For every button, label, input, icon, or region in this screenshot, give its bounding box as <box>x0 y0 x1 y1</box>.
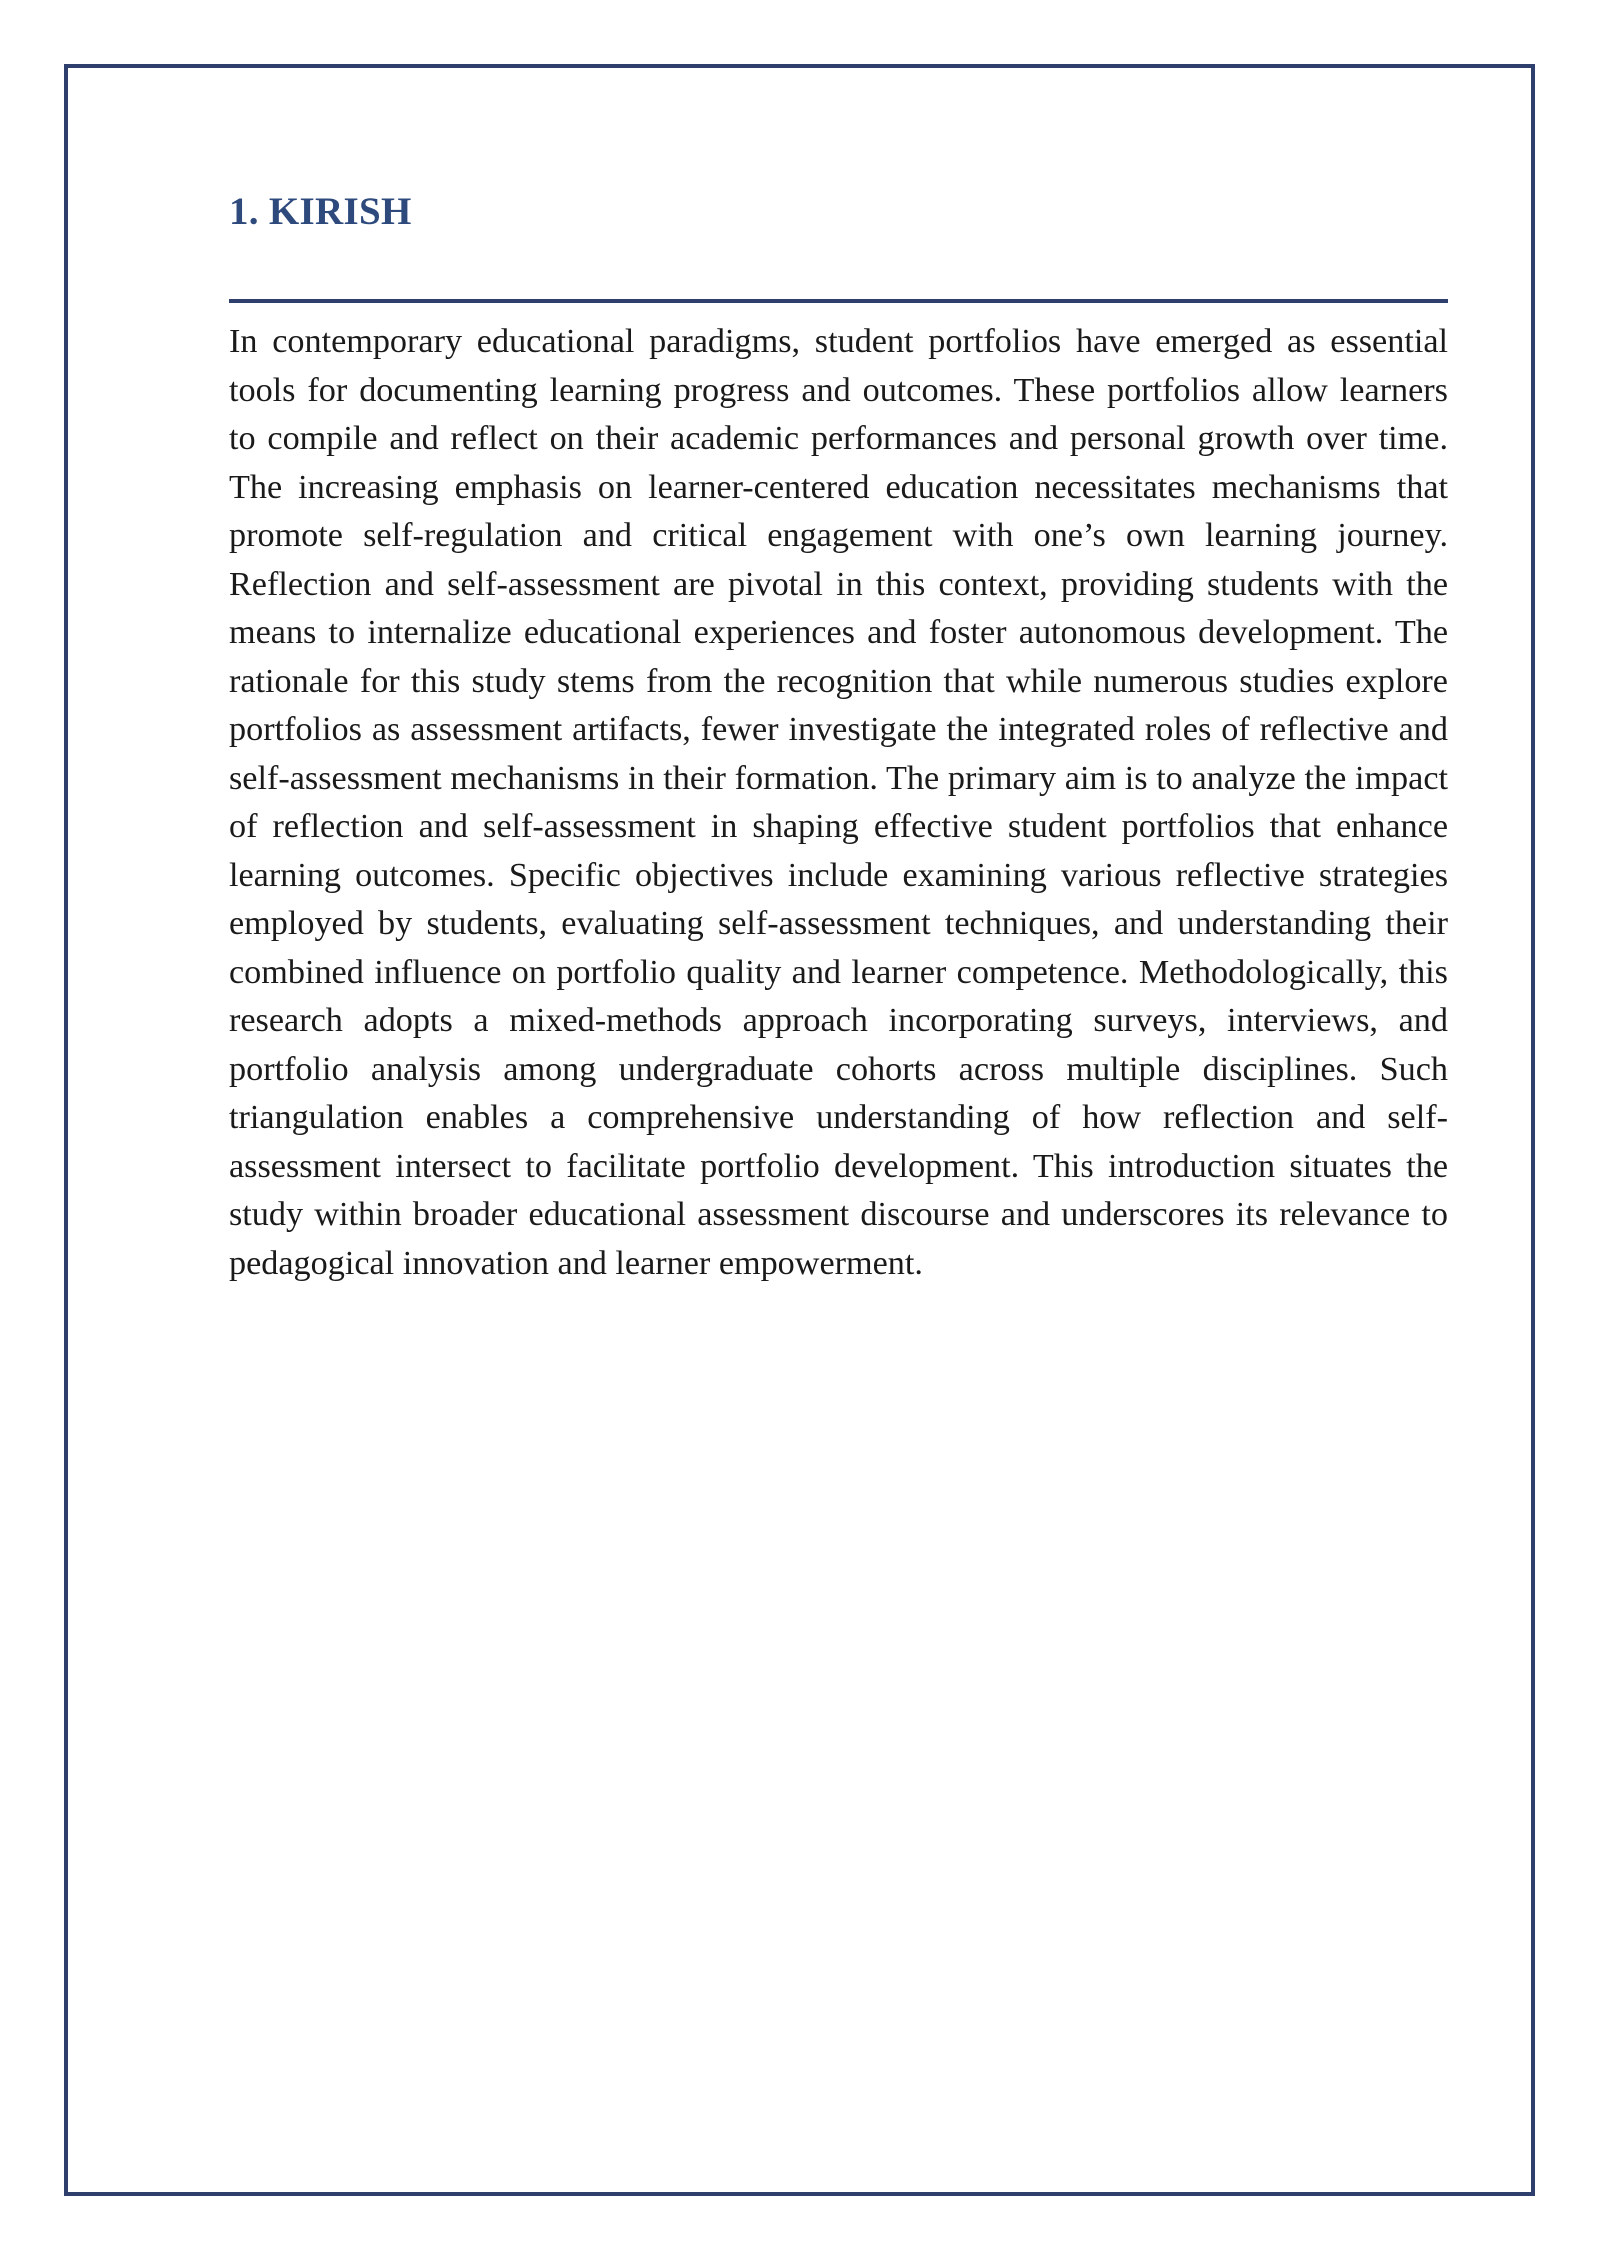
introduction-paragraph: In contemporary educational paradigms, student portfolios have emerged as essential tools for documenting learning progress and outcomes. These portfolios allow learners to compile and reflect on their academic performances and personal growth over time. The increasing emphasis on learner-centered education necessitates mechanisms that promote self-regulation and critical engagement with one’s own learning journey. Reflection and self-assessment are pivotal in this context, providing students with the means to internalize educational experiences and foster autonomous development. The rationale for this study stems from the recognition that while numerous studies explore portfolios as assessment artifacts, fewer investigate the integrated roles of reflective and self-assessment mechanisms in their formation. The primary aim is to analyze the impact of reflection and self-assessment in shaping effective student portfolios that enhance learning outcomes. Specific objectives include examining various reflective strategies employed by students, evaluating self-assessment techniques, and understanding their combined influence on portfolio quality and learner competence. Methodologically, this research adopts a mixed-methods approach incorporating surveys, interviews, and portfolio analysis among undergraduate cohorts across multiple disciplines. Such triangulation enables a comprehensive understanding of how reflection and self-assessment intersect to facilitate portfolio development. This introduction situates the study within broader educational assessment discourse and underscores its relevance to pedagogical innovation and learner empowerment. <box>229 323 1448 1282</box>
heading-divider-rule <box>229 299 1448 303</box>
section-heading: 1. KIRISH <box>229 190 412 233</box>
